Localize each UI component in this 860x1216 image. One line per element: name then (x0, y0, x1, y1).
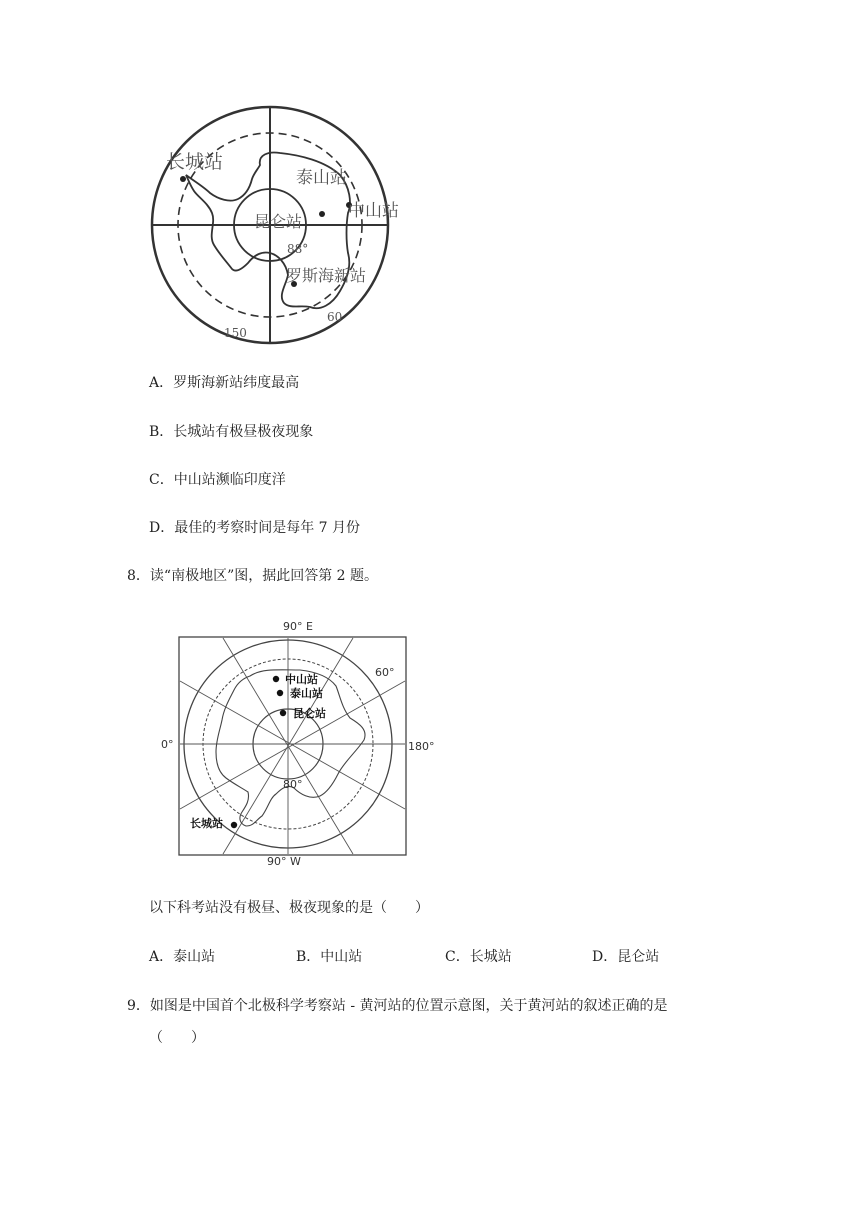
label-180: 180° (408, 740, 435, 753)
q9-stem: 9．如图是中国首个北极科学考察站 - 黄河站的位置示意图，关于黄河站的叙述正确的是 (127, 998, 668, 1014)
label-80: 80° (283, 778, 303, 791)
q9-answer-brackets: （ ） (149, 1030, 205, 1046)
q8-option-d: D．昆仑站 (592, 949, 660, 965)
taishan-label-2: 泰山站 (290, 687, 323, 700)
kunlun-label-2: 昆仑站 (293, 707, 326, 720)
q7-option-d: D．最佳的考察时间是每年 7 月份 (149, 520, 361, 536)
q8-option-b: B．中山站 (296, 949, 363, 965)
changcheng-label-2: 长城站 (190, 817, 223, 830)
changcheng-label-1: 长城站 (166, 151, 224, 173)
zhongshan-label-2: 中山站 (285, 673, 318, 686)
changcheng-dot-2 (231, 822, 237, 828)
zhongshan-dot-2 (273, 676, 279, 682)
q7-option-c: C．中山站濒临印度洋 (149, 472, 286, 488)
q8-stem: 8．读“南极地区”图，据此回答第 2 题。 (127, 568, 379, 584)
q7-option-a: A．罗斯海新站纬度最高 (149, 375, 300, 391)
label-60: 60° (375, 666, 395, 679)
zhongshan-label-1: 中山站 (348, 201, 399, 221)
taishan-dot-1 (319, 211, 325, 217)
taishan-dot-2 (277, 690, 283, 696)
lon150-label: 150 (224, 326, 247, 340)
lat88-label: 88° (287, 242, 309, 256)
lon60-label: 60 (327, 310, 343, 324)
label-0: 0° (161, 738, 174, 751)
changcheng-dot-1 (180, 176, 186, 182)
q7-option-b: B．长城站有极昼极夜现象 (149, 424, 314, 440)
antarctic-map-1 (150, 95, 420, 345)
kunlun-label-1: 昆仑站 (254, 212, 303, 231)
luosihai-label-1: 罗斯海新站 (286, 266, 367, 285)
q8-question: 以下科考站没有极昼、极夜现象的是（ ） (149, 900, 429, 916)
antarctic-map-2 (150, 612, 440, 868)
label-90w: 90° W (267, 855, 301, 868)
label-90e: 90° E (283, 620, 313, 633)
q8-option-a: A．泰山站 (149, 949, 216, 965)
kunlun-dot-2 (280, 710, 286, 716)
q8-option-c: C．长城站 (445, 949, 512, 965)
taishan-label-1: 泰山站 (296, 168, 347, 188)
